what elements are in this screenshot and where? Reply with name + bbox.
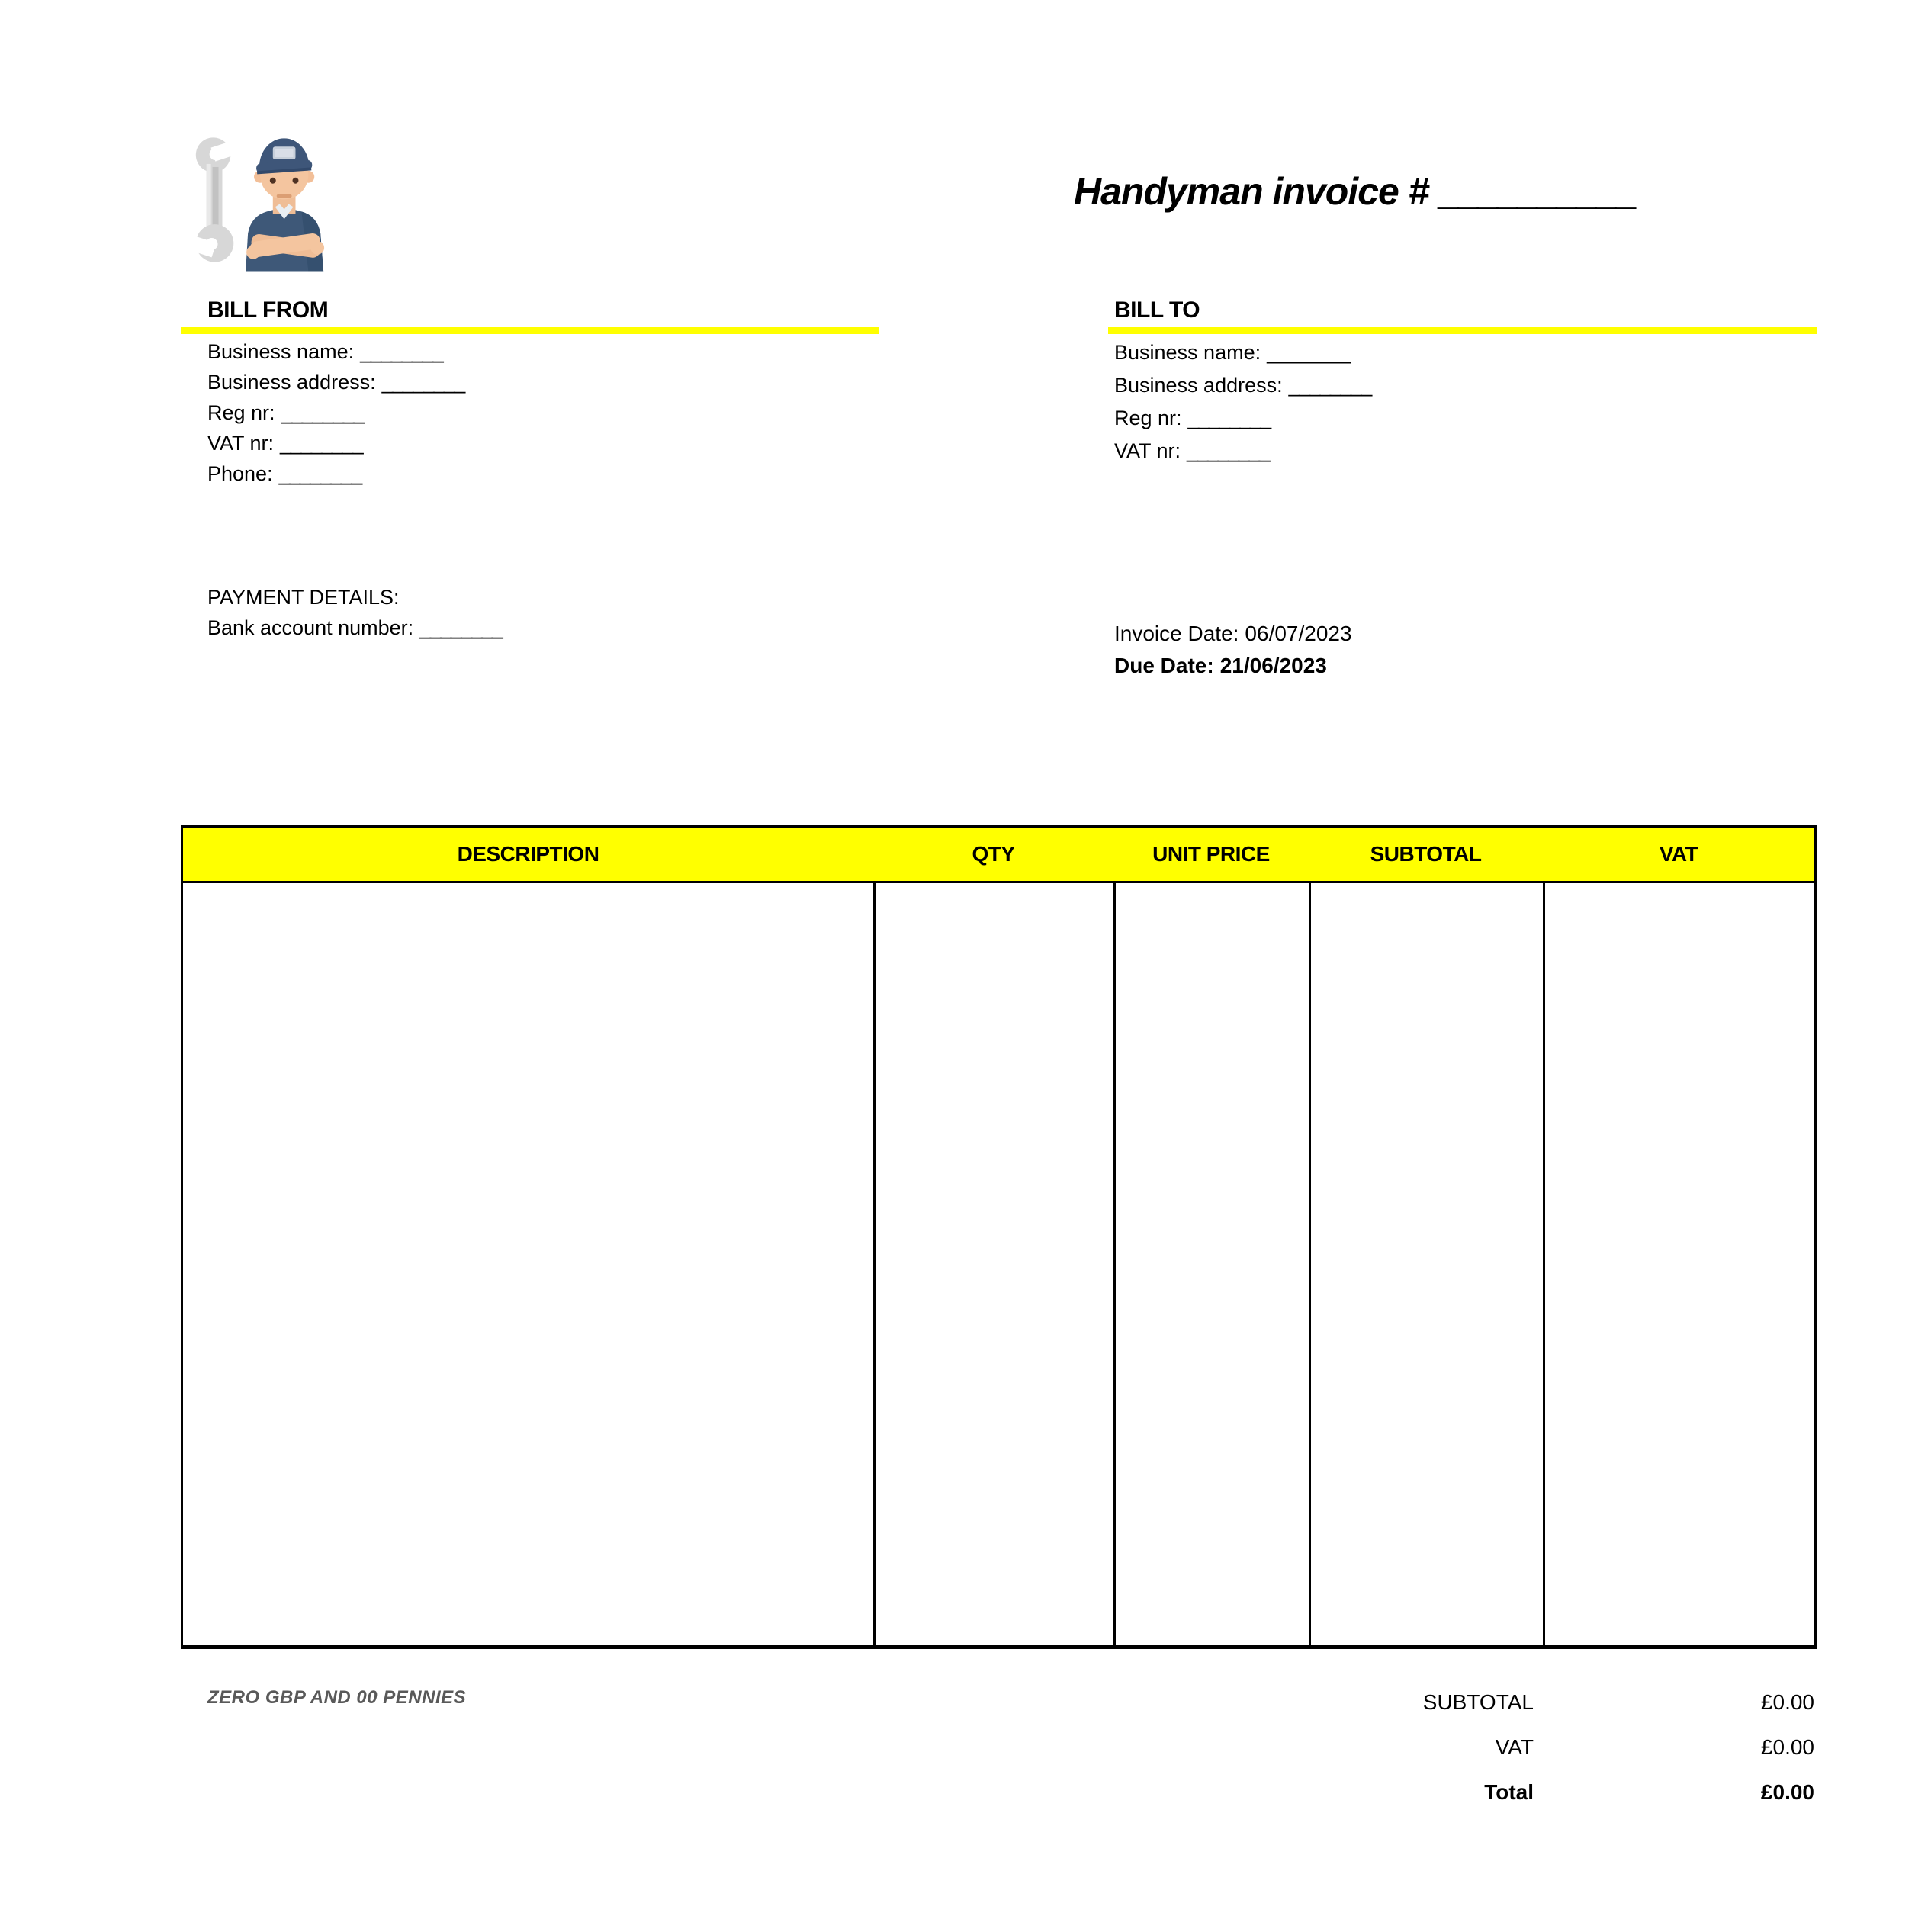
bill-from-phone-blank[interactable]: ________ — [278, 462, 361, 485]
handyman-logo-graphic — [182, 124, 333, 275]
invoice-title-text: Handyman invoice # — [1074, 170, 1429, 213]
due-date-value: 21/06/2023 — [1219, 654, 1327, 677]
bill-to-business-name-blank[interactable]: ________ — [1267, 341, 1350, 364]
vat-total-row — [1108, 1732, 1814, 1763]
field-row-business-name — [207, 336, 879, 367]
subtotal-row — [1108, 1687, 1814, 1718]
field-label: Business address: — [207, 371, 376, 394]
field-label: Business name: — [207, 340, 355, 363]
vat-total-value: £0.00 — [1760, 1735, 1814, 1759]
bill-from-section — [181, 297, 879, 489]
field-row-phone — [207, 458, 879, 489]
bill-to-fields — [1108, 336, 1817, 468]
field-label: Business name: — [1114, 341, 1261, 364]
amount-in-words: ZERO GBP AND 00 PENNIES — [207, 1687, 467, 1708]
grand-total-row — [1108, 1777, 1814, 1808]
field-row-business-address — [1114, 369, 1817, 402]
field-row-vat-nr — [207, 428, 879, 458]
payment-details-heading: PAYMENT DETAILS: — [207, 586, 400, 609]
bill-to-heading: BILL TO — [1114, 297, 1200, 323]
bill-to-yellow-rule — [1108, 327, 1817, 334]
field-row-bank-account — [207, 612, 502, 643]
field-label: Reg nr: — [1114, 407, 1182, 429]
col-header-qty: QTY — [972, 842, 1015, 866]
field-row-business-name — [1114, 336, 1817, 369]
field-label: Reg nr: — [207, 401, 275, 424]
bank-account-number-blank[interactable]: ________ — [419, 616, 503, 639]
table-body-cell-description[interactable] — [183, 883, 873, 1645]
bill-to-vat-nr-blank[interactable]: ________ — [1187, 439, 1270, 462]
payment-details-section — [181, 582, 502, 643]
field-label: VAT nr: — [207, 432, 275, 455]
bill-to-section — [1108, 297, 1817, 468]
col-header-description: DESCRIPTION — [457, 842, 599, 866]
bill-from-vat-nr-blank[interactable]: ________ — [280, 432, 363, 455]
vat-total-label: VAT — [1495, 1735, 1534, 1759]
subtotal-value: £0.00 — [1760, 1690, 1814, 1714]
invoice-date-label: Invoice Date: — [1114, 622, 1239, 645]
field-label: VAT nr: — [1114, 439, 1181, 462]
field-label: Phone: — [207, 462, 273, 485]
page-title — [1074, 169, 1637, 214]
bill-from-heading: BILL FROM — [207, 297, 329, 323]
field-row-business-address — [207, 367, 879, 397]
field-row-reg-nr — [207, 397, 879, 428]
bill-from-business-address-blank[interactable]: ________ — [381, 371, 464, 394]
col-header-unit-price: UNIT PRICE — [1152, 842, 1270, 866]
table-body-cell-qty[interactable] — [873, 883, 1113, 1645]
due-date-row — [1114, 650, 1352, 682]
invoice-date-value: 06/07/2023 — [1245, 622, 1352, 645]
table-body-cell-vat[interactable] — [1543, 883, 1814, 1645]
field-row-reg-nr — [1114, 402, 1817, 435]
table-body-cell-subtotal[interactable] — [1309, 883, 1543, 1645]
table-body-cell-unit-price[interactable] — [1113, 883, 1309, 1645]
subtotal-label: SUBTOTAL — [1422, 1690, 1534, 1714]
worker-icon — [246, 138, 324, 271]
bill-to-reg-nr-blank[interactable]: ________ — [1187, 407, 1271, 429]
handyman-logo — [182, 124, 333, 275]
due-date-label: Due Date: — [1114, 654, 1214, 677]
invoice-date-row — [1114, 618, 1352, 650]
table-body — [183, 883, 1814, 1645]
dates-section — [1108, 618, 1352, 682]
bill-from-yellow-rule — [181, 327, 879, 334]
col-header-subtotal: SUBTOTAL — [1370, 842, 1482, 866]
totals-section — [1108, 1687, 1814, 1822]
grand-total-value: £0.00 — [1760, 1780, 1814, 1804]
invoice-number-blank[interactable]: __________ — [1439, 170, 1637, 213]
field-label: Bank account number: — [207, 616, 414, 639]
field-label: Business address: — [1114, 374, 1283, 397]
field-row-vat-nr — [1114, 435, 1817, 468]
table-header-row — [183, 828, 1814, 883]
grand-total-label: Total — [1484, 1780, 1534, 1804]
bill-from-business-name-blank[interactable]: ________ — [360, 340, 443, 363]
wrench-icon — [185, 137, 240, 262]
col-header-vat: VAT — [1659, 842, 1698, 866]
bill-from-fields — [181, 336, 879, 489]
bill-from-reg-nr-blank[interactable]: ________ — [281, 401, 364, 424]
bill-to-business-address-blank[interactable]: ________ — [1288, 374, 1371, 397]
line-items-table — [181, 825, 1817, 1649]
